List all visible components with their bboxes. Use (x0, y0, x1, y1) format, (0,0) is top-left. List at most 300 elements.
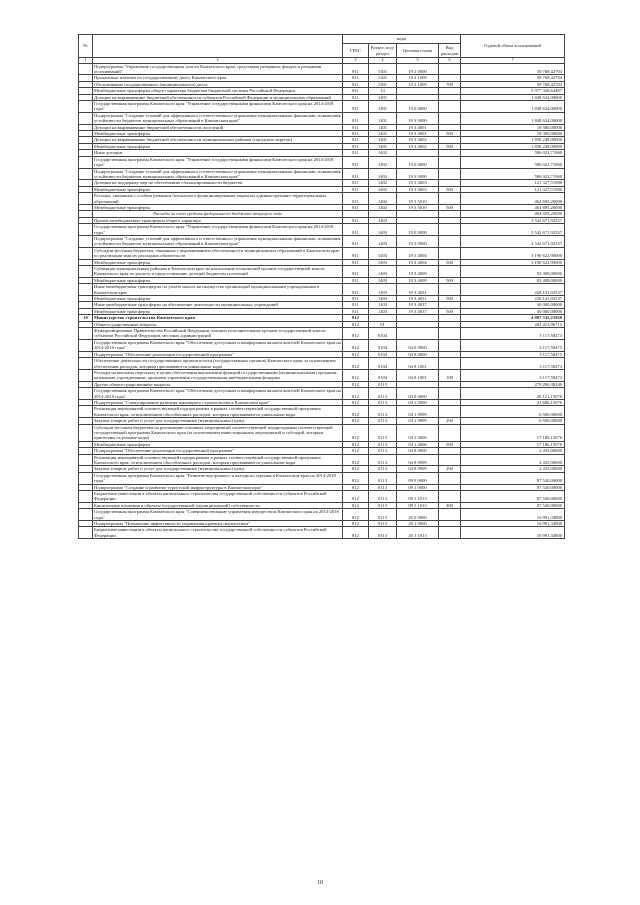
row-sum: 464 695,20000 (461, 211, 565, 217)
row-number (79, 527, 93, 539)
row-name: Межбюджетные трансферты общего характера бюджетам бюджетной системы Российской Федерации (93, 88, 343, 94)
row-name: Общегосударственные вопросы (93, 321, 343, 327)
row-vr (439, 424, 461, 441)
row-number (79, 388, 93, 400)
budget-sheet (78, 34, 564, 539)
row-sum: 87 540,00000 (461, 484, 565, 490)
table-row (79, 527, 565, 539)
row-grbs: 811 (343, 168, 369, 180)
row-razdel: 1401 (369, 131, 397, 137)
table-row (79, 328, 565, 340)
row-number (79, 235, 93, 247)
row-sum: 17 186,15076 (461, 441, 565, 447)
row-grbs: 811 (343, 88, 369, 94)
row-razdel: 1402 (369, 168, 397, 180)
row-cs: 20 1 1013 (397, 527, 439, 539)
row-grbs: 811 (343, 193, 369, 205)
row-grbs: 812 (343, 454, 369, 466)
row-cs: 19 3 0000 (397, 235, 439, 247)
row-sum: 1 830 248,00000 (461, 137, 565, 143)
row-grbs: 811 (343, 81, 369, 87)
row-grbs: 811 (343, 143, 369, 149)
row-cs: 19 3 4009 (397, 277, 439, 283)
row-grbs: 811 (343, 112, 369, 124)
row-grbs: 811 (343, 277, 369, 283)
row-name: Межбюджетные трансферты (93, 259, 343, 265)
row-grbs: 811 (343, 284, 369, 296)
row-razdel: 1301 (369, 81, 397, 87)
row-razdel: 0104 (369, 339, 397, 351)
row-cs: 04 1 0999 (397, 418, 439, 424)
header-razdel: Раздел, под-раздел (369, 44, 397, 58)
row-razdel: 1402 (369, 186, 397, 192)
row-vr: 500 (439, 186, 461, 192)
row-cs: 09 1 1013 (397, 491, 439, 503)
row-sum: 228 141,02537 (461, 296, 565, 302)
row-razdel: 1403 (369, 224, 397, 236)
row-cs: 19 3 0000 (397, 112, 439, 124)
row-cs: 19 3 4037 (397, 308, 439, 314)
row-grbs: 811 (343, 259, 369, 265)
header-grbs: ГРБС (343, 44, 369, 58)
row-grbs: 811 (343, 224, 369, 236)
row-razdel: 1401 (369, 137, 397, 143)
table-row (79, 284, 565, 296)
table-row (79, 472, 565, 484)
row-razdel: 0113 (369, 399, 397, 405)
row-razdel: 0113 (369, 521, 397, 527)
row-number (79, 328, 93, 340)
header-name (93, 35, 343, 58)
row-grbs: 811 (343, 266, 369, 278)
row-name: Государственная программа Камчатского края "Обеспечение доступным и комфортным жильем жителей Камчатского края на 2014-2018 годы" (94, 339, 341, 351)
row-vr (439, 358, 461, 370)
row-razdel: 01 (369, 321, 397, 327)
row-razdel: 1403 (369, 235, 397, 247)
row-sum: 1 848 634,00000 (461, 94, 565, 100)
row-razdel: 1403 (369, 247, 397, 259)
table-row (79, 509, 565, 521)
row-name: Государственная программа Камчатского края "Управление государственными финансами Камчатского края на 2014-2018 годы" (93, 224, 343, 236)
table-row (79, 406, 565, 418)
row-grbs: 811 (343, 308, 369, 314)
row-name: Подпрограмма "Обеспечение реализации государственной программы" (93, 351, 343, 357)
row-sum: 2 435,00000 (461, 448, 565, 454)
row-name: Субсидии местным бюджетам на реализацию основных мероприятий соответствующей подпрограммы соответствующей государственной программы Камчатского края (за исключением инвестиционных мероприятий и субсидий, которым присвоены отдельные коды) (93, 424, 343, 441)
row-grbs: 811 (343, 204, 369, 210)
row-name: Межбюджетные трансферты (93, 308, 343, 314)
row-name: Подпрограмма "Создание условий для эффективного и ответственного управления муниципальными финансами, повышения устойчивости бюджетов муниципальных образований в Камчатском крае" (94, 168, 341, 179)
row-razdel: 0113 (369, 406, 397, 418)
row-sum: 1 830 248,00000 (461, 143, 565, 149)
table-row (79, 424, 565, 441)
row-razdel: 1402 (369, 156, 397, 168)
row-razdel: 0104 (369, 369, 397, 381)
row-grbs: 812 (343, 509, 369, 521)
row-grbs: 812 (343, 484, 369, 490)
row-name: Закупка товаров, работ и услуг для государственных (муниципальных) нужд (93, 418, 343, 424)
row-cs: 19 2 0000 (397, 63, 439, 75)
row-razdel: 1403 (369, 284, 397, 296)
row-razdel: 1402 (369, 193, 397, 205)
row-name: Процентные платежи по государственному долгу Камчатского края (93, 75, 343, 81)
row-razdel: 1402 (369, 204, 397, 210)
row-grbs: 812 (343, 424, 369, 441)
row-cs: 19 3 4002 (397, 137, 439, 143)
row-grbs: 811 (343, 131, 369, 137)
row-sum: 1 848 634,00000 (461, 101, 565, 113)
row-name: Государственная программа Камчатского края "Управление государственными финансами Камчатского края на 2014-2018 годы" (93, 156, 343, 168)
index-cell: 2 (93, 58, 343, 64)
row-vr (439, 454, 461, 466)
row-cs: 04 1 4006 (397, 441, 439, 447)
row-name: Подпрограмма "Обеспечение реализации государственной программы" (93, 448, 343, 454)
row-cs: 19 0 0000 (397, 224, 439, 236)
row-vr: 500 (439, 204, 461, 210)
row-name: Расходы за счет средств федерального бюджета текущего года (93, 211, 343, 217)
row-sum: 39 768,42704 (461, 63, 565, 75)
row-name: Межбюджетные трансферты (93, 204, 343, 210)
row-sum: 3 117,58473 (461, 358, 565, 370)
row-name: Расходы на выплаты персоналу в целях обеспечения выполнения функций государственными (муниципальными) органами, казенными учреждениями, органами управления государственными внебюджетными фондами (93, 369, 343, 381)
row-sum: 40 000,00000 (461, 308, 565, 314)
row-name: Государственная программа Камчатского края "Управление государственными финансами Камчатского края на 2014-2018 годы" (93, 101, 343, 113)
table-row (79, 266, 565, 278)
row-cs: 19 2 1009 (397, 81, 439, 87)
row-sum: 87 540,00000 (461, 502, 565, 508)
row-razdel: 1401 (369, 124, 397, 130)
row-sum: 464 695,20000 (461, 193, 565, 205)
row-cs: 19 3 4037 (397, 302, 439, 308)
row-vr: 500 (439, 259, 461, 265)
row-sum: 121 327,51980 (461, 186, 565, 192)
row-razdel: 1403 (369, 308, 397, 314)
row-sum: 23 686,15076 (461, 399, 565, 405)
row-razdel: 1403 (369, 296, 397, 302)
row-sum: 3 542 671,92537 (461, 224, 565, 236)
row-cs: 19 3 4002 (397, 143, 439, 149)
row-razdel: 1301 (369, 63, 397, 75)
row-sum: 3 542 671,92537 (461, 235, 565, 247)
row-vr: 200 (439, 466, 461, 472)
row-razdel: 0104 (369, 358, 397, 370)
index-cell: 4 (369, 58, 397, 64)
row-sum: 2 435,00000 (461, 466, 565, 472)
row-razdel: 1301 (369, 75, 397, 81)
row-number (79, 358, 93, 370)
row-sum: 16 991,34800 (461, 509, 565, 521)
row-sum: 39 768,42704 (461, 81, 565, 87)
row-number (79, 156, 93, 168)
row-number (79, 247, 93, 259)
row-name: Обеспечение деятельности государственных органов власти (государственных органов) Камчатского края, за исключением обеспечения расходов, которым присваиваются уникальные коды (93, 358, 343, 370)
row-razdel: 0113 (369, 491, 397, 503)
row-vr: 100 (439, 369, 461, 381)
row-razdel: 1403 (369, 217, 397, 223)
row-name: Межбюджетные трансферты (93, 296, 343, 302)
row-number (79, 454, 93, 466)
row-vr (439, 193, 461, 205)
row-sum: 464 695,20000 (461, 204, 565, 210)
row-razdel: 0113 (369, 381, 397, 387)
row-sum: 87 540,00000 (461, 472, 565, 484)
row-cs: 09 0 0000 (397, 472, 439, 484)
row-sum: 282 413,96713 (461, 321, 565, 327)
row-cs: 19 3 0000 (397, 168, 439, 180)
row-vr (439, 63, 461, 75)
row-name: Бюджетные инвестиции в объекты капитального строительства государственной собственности субъектов Российской Федерации (93, 491, 343, 503)
table-row (79, 156, 565, 168)
row-sum: 121 327,51980 (461, 180, 565, 186)
row-vr (439, 168, 461, 180)
row-sum: 3 117,58473 (461, 369, 565, 381)
row-vr (439, 266, 461, 278)
row-vr: 500 (439, 296, 461, 302)
row-cs: 19 3 4031 (397, 284, 439, 296)
row-razdel: 0113 (369, 388, 397, 400)
row-grbs: 812 (343, 321, 369, 327)
index-cell: 6 (439, 58, 461, 64)
row-grbs: 811 (343, 235, 369, 247)
row-sum: 83 408,00000 (461, 266, 565, 278)
row-grbs: 812 (343, 441, 369, 447)
table-row (79, 491, 565, 503)
row-number (79, 284, 93, 296)
row-razdel: 0104 (369, 328, 397, 340)
row-number (79, 339, 93, 351)
row-sum: 4 007 535,21930 (461, 315, 565, 321)
row-sum: 2 435,00000 (461, 454, 565, 466)
row-cs: 19 3 4004 (397, 247, 439, 259)
row-cs: 19 3 4009 (397, 266, 439, 278)
row-sum: 3 190 622,90000 (461, 247, 565, 259)
row-grbs: 812 (343, 328, 369, 340)
table-row (79, 168, 565, 180)
row-name: Реализация мероприятий соответствующей подпрограммы в рамках соответствующей государственной программы Камчатского края, за исключением обособленных расходов, которым присваиваются уникальные коды (93, 406, 343, 418)
row-razdel: 1401 (369, 112, 397, 124)
row-grbs: 811 (343, 150, 369, 156)
row-grbs: 811 (343, 63, 369, 75)
row-vr (439, 224, 461, 236)
row-name: Иные дотации (93, 150, 343, 156)
row-sum: 18 386,00000 (461, 124, 565, 130)
row-name: Расходы, связанные с особым режимом безопасного функционирования закрытых административно-территориальных образований (93, 193, 343, 205)
header-cs: Целевая статья (397, 44, 439, 58)
table-row (79, 247, 565, 259)
row-grbs: 812 (343, 472, 369, 484)
row-number (79, 168, 93, 180)
row-vr: 400 (439, 502, 461, 508)
row-number (79, 509, 93, 521)
row-cs: 04 0 0000 (397, 339, 439, 351)
row-razdel: 1401 (369, 94, 397, 100)
row-grbs: 812 (343, 448, 369, 454)
row-name: Дотации на выравнивание бюджетной обеспеченности субъектов Российской Федерации и муниципальных образований (93, 94, 343, 100)
row-vr: 500 (439, 277, 461, 283)
row-grbs: 811 (343, 296, 369, 302)
row-number (79, 424, 93, 441)
row-name: Межбюджетные трансферты (93, 186, 343, 192)
row-sum: 586 022,71960 (461, 168, 565, 180)
row-razdel: 0113 (369, 441, 397, 447)
table-row (79, 101, 565, 113)
row-vr (439, 101, 461, 113)
row-name: Подпрограмма "Создание условий для эффективного и ответственного управления муниципальными финансами, повышения устойчивости бюджетов муниципальных образований в Камчатском крае" (94, 235, 341, 247)
row-sum: 5 977 328,64497 (461, 88, 565, 94)
row-grbs: 812 (343, 399, 369, 405)
row-vr (439, 284, 461, 296)
row-razdel: 0113 (369, 448, 397, 454)
row-sum: 3 117,58473 (461, 328, 565, 340)
row-cs: 04 8 0000 (397, 448, 439, 454)
page-number: 10 (317, 880, 323, 886)
row-cs: 04 1 0000 (397, 399, 439, 405)
row-name: Подпрограмма "Управление государственным долгом Камчатского края, средствами резервных фондов и резервами ассигнований" (93, 63, 343, 75)
index-cell: 3 (343, 58, 369, 64)
row-sum: 17 186,15076 (461, 424, 565, 441)
row-vr (439, 112, 461, 124)
row-sum: 3 117,58473 (461, 351, 565, 357)
row-razdel: 1403 (369, 266, 397, 278)
row-sum: 26 121,15076 (461, 388, 565, 400)
row-name: Реализация мероприятий соответствующей подпрограммы в рамках соответствующей государственной программы Камчатского края, за исключением обособленных расходов, которым присваиваются уникальные коды (93, 454, 343, 466)
row-name: Межбюджетные трансферты (93, 131, 343, 137)
row-vr (439, 247, 461, 259)
row-name: Государственная программа Камчатского края "Развитие внутреннего и въездного туризма в Камчатском крае на 2014-2018 годы" (93, 472, 343, 484)
table-row (79, 235, 565, 247)
row-razdel: 1403 (369, 302, 397, 308)
row-cs: 04 8 0000 (397, 351, 439, 357)
table-row (79, 193, 565, 205)
row-vr: 700 (439, 81, 461, 87)
row-razdel: 0104 (369, 351, 397, 357)
row-cs: 19 3 4031 (397, 296, 439, 302)
row-cs: 19 3 5010 (397, 204, 439, 210)
row-name: Субсидии местным бюджетам, связанные с выравниванием обеспеченности муниципальных образований в Камчатском крае по реализации ими их расходных обязательств (93, 247, 343, 259)
row-grbs: 812 (343, 491, 369, 503)
row-grbs: 812 (343, 406, 369, 418)
row-cs: 19 3 5010 (397, 193, 439, 205)
row-grbs: 812 (343, 358, 369, 370)
row-cs: 04 0 0000 (397, 388, 439, 400)
row-vr (439, 472, 461, 484)
row-sum: 586 022,71960 (461, 156, 565, 168)
row-vr: 500 (439, 441, 461, 447)
row-name: Бюджетные инвестиции в объекты капитального строительства государственной собственности субъектов Российской Федерации (93, 527, 343, 539)
row-razdel: 1401 (369, 143, 397, 149)
row-razdel: 0113 (369, 502, 397, 508)
row-sum: 6 500,00000 (461, 406, 565, 418)
row-razdel: 1403 (369, 259, 397, 265)
row-grbs: 812 (343, 388, 369, 400)
row-number (79, 472, 93, 484)
row-vr: 200 (439, 418, 461, 424)
row-name: Субвенции муниципальным районам в Камчатском крае на выполнение полномочий органов государственной власти Камчатского края по расчету и предоставлению дотаций бюджетам поселений (93, 266, 343, 278)
row-vr (439, 388, 461, 400)
row-number (79, 112, 93, 124)
row-vr (439, 527, 461, 539)
row-vr: 500 (439, 131, 461, 137)
row-cs: 04 8 1001 (397, 358, 439, 370)
table-body (79, 63, 565, 539)
table-row (79, 358, 565, 370)
row-name: Дотации на выравнивание бюджетной обеспеченности поселений (93, 124, 343, 130)
row-grbs: 812 (343, 502, 369, 508)
row-sum: 16 991,34800 (461, 527, 565, 539)
row-razdel: 1402 (369, 180, 397, 186)
row-vr (439, 339, 461, 351)
row-name: Иные межбюджетные трансферты по уплате налога на имущество организаций муниципальными учреждениями в Камчатском крае (93, 284, 343, 296)
header-codes-group: коды (343, 35, 461, 44)
row-cs: 09 1 1013 (397, 502, 439, 508)
row-cs: 20 0 0000 (397, 509, 439, 521)
row-grbs: 811 (343, 217, 369, 223)
row-vr (439, 156, 461, 168)
row-grbs: 812 (343, 418, 369, 424)
row-name: Подпрограмма "Создание условий для эффективного и ответственного управления муниципальными финансами, повышения устойчивости бюджетов муниципальных образований в Камчатском крае" (94, 112, 341, 124)
row-grbs: 812 (343, 351, 369, 357)
row-number (79, 63, 93, 75)
row-sum: 228 141,02537 (461, 284, 565, 296)
row-cs: 04 8 1001 (397, 369, 439, 381)
index-cell: 7 (461, 58, 565, 64)
row-sum: 3 190 622,90000 (461, 259, 565, 265)
budget-table (78, 34, 565, 539)
index-cell: 5 (397, 58, 439, 64)
row-name: Обслуживание государственного (муниципального) долга (93, 81, 343, 87)
row-number (79, 491, 93, 503)
row-name: Иные межбюджетные трансферты на обеспечение деятельности муниципальных учреждений (93, 302, 343, 308)
row-cs: 09 1 0000 (397, 484, 439, 490)
row-grbs: 812 (343, 527, 369, 539)
row-vr (439, 328, 461, 340)
row-vr: 500 (439, 308, 461, 314)
table-row (79, 369, 565, 381)
row-razdel: 0113 (369, 466, 397, 472)
row-cs: 04 1 0999 (397, 406, 439, 418)
row-sum: 3 117,58473 (461, 339, 565, 351)
row-sum: 3 542 671,92537 (461, 217, 565, 223)
row-grbs: 812 (343, 466, 369, 472)
row-name: Закупка товаров, работ и услуг для государственных (муниципальных) нужд (93, 466, 343, 472)
row-vr (439, 406, 461, 418)
row-cs: 19 3 4003 (397, 186, 439, 192)
row-sum: 39 768,42704 (461, 75, 565, 81)
index-cell: 1 (79, 58, 93, 64)
row-razdel: 0113 (369, 454, 397, 466)
row-grbs: 811 (343, 75, 369, 81)
table-row (79, 388, 565, 400)
header-no: № (79, 35, 93, 58)
row-grbs: 812 (343, 521, 369, 527)
row-cs: 04 8 0999 (397, 454, 439, 466)
row-name: Другие общегосударственные вопросы (93, 381, 343, 387)
row-sum: 40 000,00000 (461, 302, 565, 308)
row-name: Дотации на поддержку мер по обеспечению сбалансированности бюджетов (93, 180, 343, 186)
table-row (79, 454, 565, 466)
row-razdel: 1402 (369, 150, 397, 156)
row-razdel: 0113 (369, 509, 397, 521)
row-cs: 19 3 4003 (397, 180, 439, 186)
row-cs: 19 2 1009 (397, 75, 439, 81)
row-name: Государственная программа Камчатского края "Обеспечение доступным и комфортным жильем жителей Камчатского края на 2014-2018 годы" (94, 388, 341, 399)
row-grbs: 812 (343, 369, 369, 381)
row-sum: 83 408,00000 (461, 277, 565, 283)
row-grbs: 811 (343, 156, 369, 168)
row-razdel: 0113 (369, 424, 397, 441)
row-name: Министерство строительства Камчатского края (93, 315, 343, 321)
row-grbs: 811 (343, 101, 369, 113)
